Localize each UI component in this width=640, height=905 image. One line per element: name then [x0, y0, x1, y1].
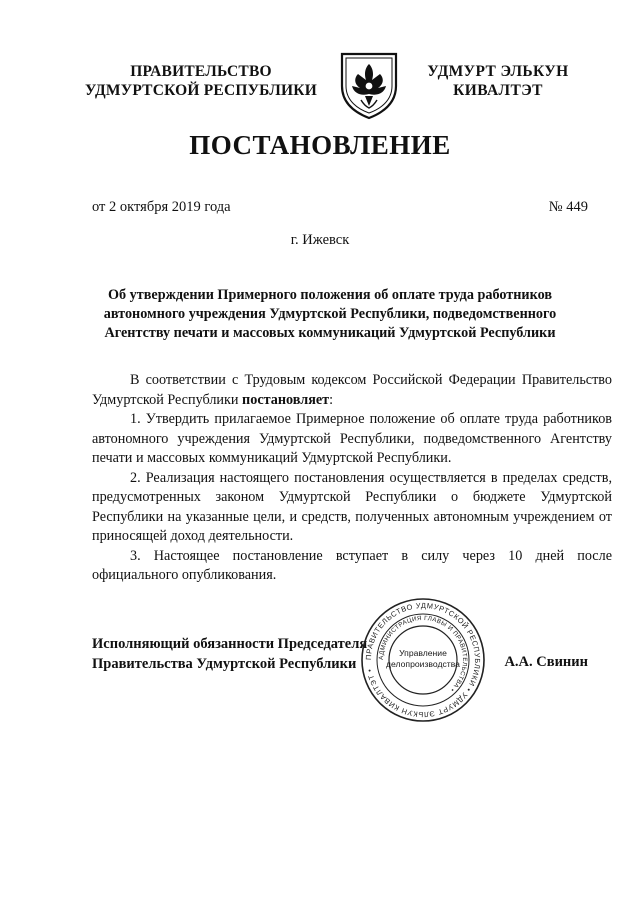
- signatory-title-line1: Исполняющий обязанности Председателя: [92, 636, 368, 652]
- stamp-center-line1: Управление: [399, 648, 447, 658]
- preamble-paragraph: [92, 371, 612, 410]
- signatory-name: А.А. Свинин: [504, 654, 588, 670]
- subject-line: Об утверждении Примерного положения об оплате труда работников: [108, 287, 552, 303]
- stamp-center-text: [381, 648, 465, 670]
- government-name-russian: [70, 62, 332, 100]
- document-date: от 2 октября 2019 года: [92, 199, 231, 215]
- government-name-udmurt-line2: КИВАЛТЭТ: [453, 82, 543, 99]
- document-type-title: ПОСТАНОВЛЕНИЕ: [189, 130, 451, 160]
- document-number: № 449: [548, 199, 588, 215]
- document-city: г. Ижевск: [290, 232, 350, 248]
- stamp-center-line2: делопроизводства: [386, 659, 460, 669]
- government-name-udmurt: [408, 62, 588, 100]
- clause-1: 1. Утвердить прилагаемое Примерное положение об оплате труда работников автономного учреждения Удмуртской Республики, подведомственного Агентству печати и массовых коммуникаций Удмуртской Республики.: [92, 411, 612, 466]
- government-name-line2: УДМУРТСКОЙ РЕСПУБЛИКИ: [85, 82, 317, 99]
- preamble-text: В соответствии с Трудовым кодексом Российской Федерации Правительство Удмуртской Республики: [92, 372, 612, 408]
- clause-2: 2. Реализация настоящего постановления осуществляется в пределах средств, предусмотренных законом Удмуртской Республики о бюджете Удмуртской Республики на указанные цели, и средств, полученных автономным учреждением от приносящей доход деятельности.: [92, 469, 612, 544]
- clause-3: 3. Настоящее постановление вступает в силу через 10 дней после официального опубликования.: [92, 547, 612, 583]
- subject-line: автономного учреждения Удмуртской Республики, подведомственного: [103, 306, 557, 322]
- stamp-outer-ring-text: ПРАВИТЕЛЬСТВО УДМУРТСКОЙ РЕСПУБЛИКИ • УДМУРТ ЭЛЬКУН КИВАЛТЭТ •: [363, 600, 483, 720]
- government-name-line1: ПРАВИТЕЛЬСТВО: [130, 63, 272, 80]
- signatory-title: [92, 634, 392, 674]
- stamp-inner-ring-text: АДМИНИСТРАЦИЯ ГЛАВЫ И ПРАВИТЕЛЬСТВА •: [377, 614, 469, 694]
- preamble-keyword: постановляет: [242, 391, 330, 408]
- subject-line: Агентству печати и массовых коммуникаций Удмуртской Республики: [104, 325, 556, 341]
- preamble-colon: :: [329, 391, 334, 408]
- government-name-udmurt-line1: УДМУРТ ЭЛЬКУН: [427, 63, 569, 80]
- document-body: [92, 371, 612, 586]
- document-subject: [80, 286, 580, 343]
- coat-of-arms-icon: [338, 50, 400, 120]
- signatory-title-line2: Правительства Удмуртской Республики: [92, 656, 357, 672]
